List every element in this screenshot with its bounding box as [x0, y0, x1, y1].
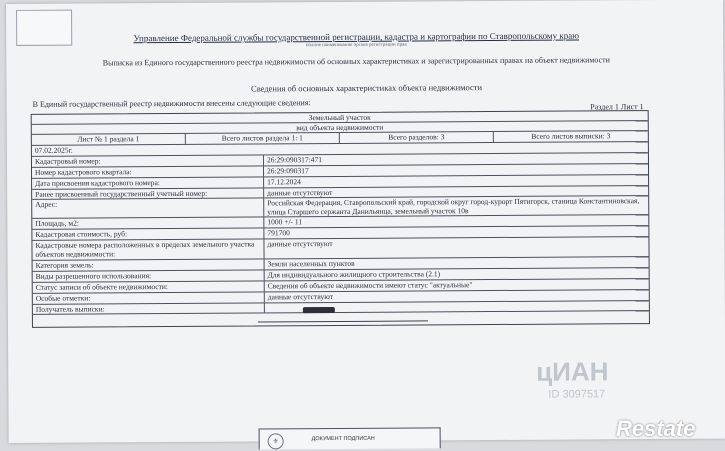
row-label: Ранее присвоенный государственный учетный номер: [32, 188, 264, 198]
extract-sheets-total: Всего листов выписки: 3 [531, 131, 611, 141]
info-table [31, 110, 650, 328]
row-value: Сведения об объекте недвижимости имеют статус "актуальные" [267, 280, 473, 291]
document-page [6, 0, 725, 446]
row-value: данные отсутствуют [267, 239, 333, 249]
extract-date: 07.02.2025г. [34, 145, 73, 155]
row-label: Категория земель: [33, 259, 265, 270]
row-label: Площадь, м2: [32, 217, 264, 228]
row-label: Особые отметки: [33, 292, 265, 303]
object-type: Земельный участок [308, 112, 371, 123]
cian-watermark: цИАН [536, 356, 609, 387]
row-label: Получатель выписки: [33, 303, 265, 313]
emblem-icon: ⚜ [268, 433, 284, 449]
row-value: Российская Федерация, Ставропольский край, городской округ город-курорт Пятигорск, станица Константиновская, улица Старшего сержанта Данильянца, земельный участок 10в [267, 196, 640, 217]
row-value: 791700 [267, 228, 290, 238]
row-label: Кадастровая стоимость, руб: [32, 228, 264, 239]
row-value: 26:29:090317 [266, 166, 309, 176]
row-value: 17.12.2024 [267, 177, 301, 187]
stamp-text: ДОКУМЕНТ ПОДПИСАН [311, 435, 375, 443]
qr-code-placeholder [16, 10, 72, 46]
row-label: Виды разрешенного использования: [33, 270, 265, 281]
row-value: данные отсутствуют [267, 292, 334, 302]
row-label: Кадастровый номер: [32, 155, 264, 166]
sheet-number: Лист № 1 раздела 1 [32, 134, 186, 145]
row-label: Кадастровые номера расположенных в пределах земельного участка объектов недвижимости: [32, 239, 264, 259]
row-label: Статус записи об объекте недвижимости: [33, 281, 265, 292]
cian-id-watermark: ID 3097517 [548, 388, 606, 401]
restate-watermark: Restate [616, 416, 696, 441]
row-value: 26:29:090317:471 [266, 155, 322, 165]
row-value: данные отсутствуют [267, 188, 333, 198]
section-reference: Раздел 1 Лист 1 [590, 102, 644, 112]
redaction-mark [303, 307, 335, 313]
agency-title: Управление Федеральной службы государственной регистрации, кадастра и картографии по Ставропольскому краю [133, 30, 579, 44]
row-label: Дата присвоения кадастрового номера: [32, 177, 264, 188]
signature-stamp [259, 427, 441, 449]
extract-title: Выписка из Единого государственного реестра недвижимости об основных характеристиках и зарегистрированных правах на объект недвижимости [102, 55, 610, 68]
sections-total: Всего разделов: 3 [340, 132, 494, 143]
row-label: Номер кадастрового квартала: [32, 166, 264, 177]
info-title: Сведения об основных характеристиках объекта недвижимости [250, 82, 483, 94]
row-value: Земли населенных пунктов [267, 258, 355, 269]
sheets-total: Всего листов раздела 1: 1 [186, 133, 340, 144]
object-type-caption: вид объекта недвижимости [296, 122, 384, 133]
row-label: Адрес: [32, 198, 264, 217]
row-value: Для индивидуального жилищного строительства (2.1) [267, 269, 441, 280]
row-value: 1000 +/- 11 [267, 217, 303, 227]
intro-text: В Единый государственный реестр недвижимости внесены следующие сведения: [32, 98, 311, 109]
agency-subtitle: полное наименование органа регистрации прав [305, 42, 407, 49]
